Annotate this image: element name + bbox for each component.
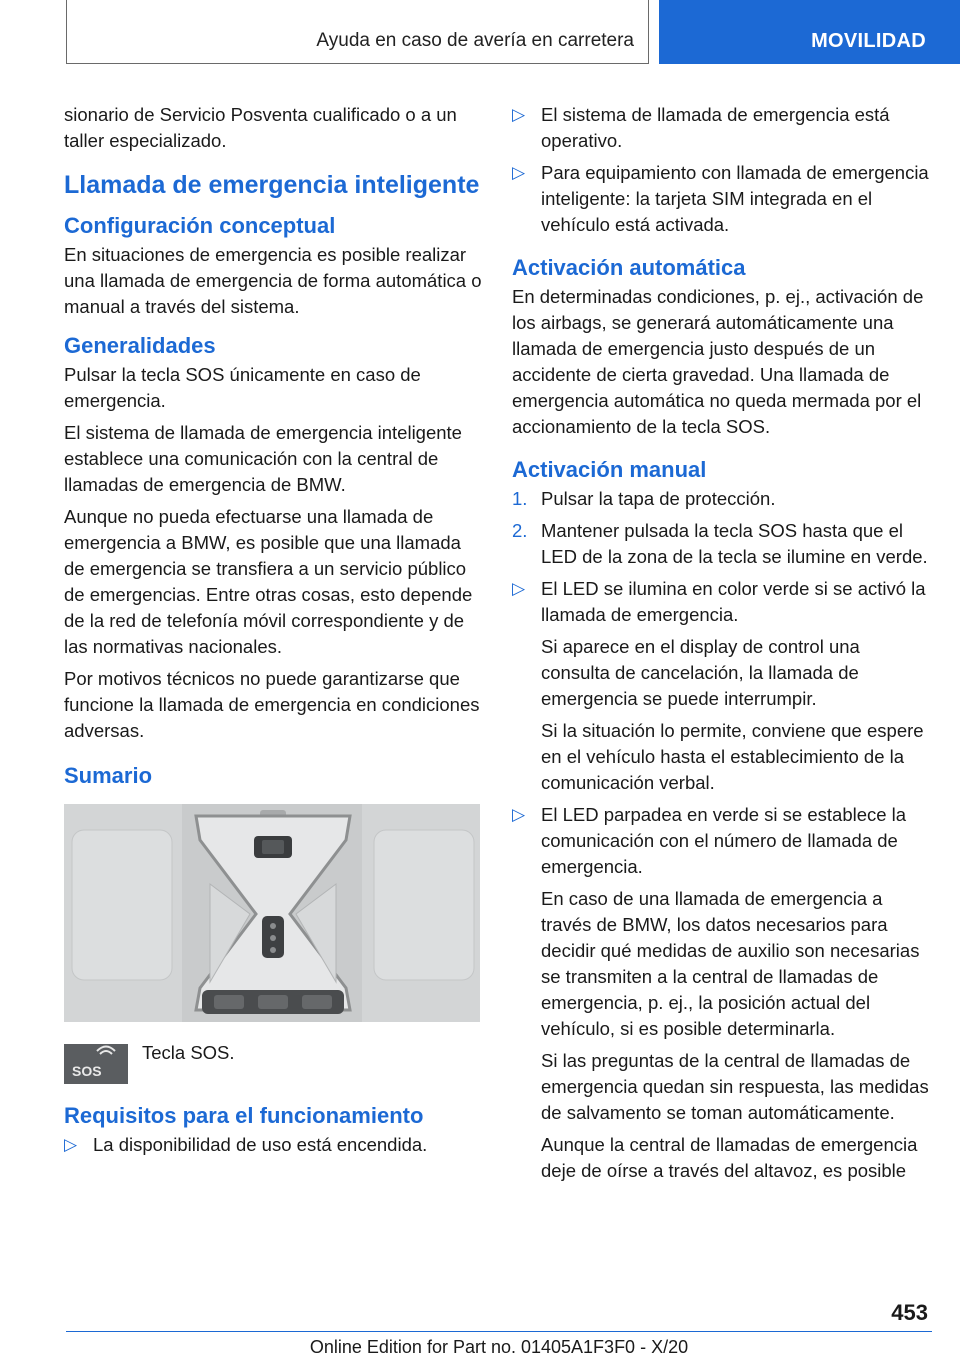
requirement-text: La disponibilidad de uso está encendida. (93, 1134, 428, 1155)
sos-key-label: SOS (72, 1063, 102, 1079)
heading-automatic: Activación automática (512, 255, 746, 280)
step-text: Pulsar la tapa de protección. (541, 488, 776, 509)
step-number: 2. (512, 520, 528, 541)
page-number: 453 (891, 1300, 928, 1325)
sos-caption: Tecla SOS. (142, 1042, 235, 1063)
result-detail: En caso de una llamada de emergencia a través de BMW, los datos necesarios para decidir qué medidas de auxilio son necesarias se transmiten a la central de llamadas de emergencia, p. ej., la posición actual del vehículo, si es posible determinarla. (541, 888, 920, 1039)
paragraph-general-2: El sistema de llamada de emergencia inteligente establece una comunicación con la central de llamadas de emergencia de BMW. (64, 422, 462, 495)
header-section-title: Ayuda en caso de avería en carretera (316, 30, 634, 51)
step-number: 1. (512, 488, 528, 509)
result-detail: Si aparece en el display de control una consulta de cancelación, la llamada de emergencia se puede interrumpir. (541, 636, 860, 709)
requirement-text: El sistema de llamada de emergencia está operativo. (541, 104, 890, 151)
result-item (512, 802, 932, 880)
requirement-item (512, 102, 932, 154)
bullet-triangle-icon: ▷ (512, 163, 526, 182)
paragraph-concept: En situaciones de emergencia es posible realizar una llamada de emergencia de forma automática o manual a través del sistema. (64, 244, 482, 317)
step-item (512, 486, 932, 512)
heading-requirements: Requisitos para el funcionamiento (64, 1103, 424, 1128)
bullet-triangle-icon: ▷ (64, 1135, 78, 1154)
result-item (512, 576, 932, 628)
heading-concept: Configuración conceptual (64, 213, 336, 238)
page-title: Llamada de emergencia inteligente (64, 171, 480, 199)
footer-rule (66, 1331, 932, 1332)
bullet-triangle-icon: ▷ (512, 105, 526, 124)
paragraph-general-3: Aunque no pueda efectuarse una llamada de emergencia a BMW, es posible que una llamada de emergencia se transfiera a un servicio público de emergencias. Entre otras cosas, esto depende de la red de telefonía móvil correspondiente y de las normativas nacionales. (64, 506, 473, 657)
requirement-item (512, 160, 932, 238)
result-detail: Aunque la central de llamadas de emergencia deje de oírse a través del altavoz, es posible (541, 1134, 918, 1181)
requirement-item (64, 1132, 482, 1158)
left-column (64, 102, 482, 1164)
result-detail: Si las preguntas de la central de llamadas de emergencia quedan sin respuesta, las medidas de salvamento se toman automáticamente. (541, 1050, 929, 1123)
header-section-box (66, 0, 649, 64)
paragraph-general-4: Por motivos técnicos no puede garantizarse que funcione la llamada de emergencia en condiciones adversas. (64, 668, 480, 741)
heading-general: Generalidades (64, 333, 216, 358)
paragraph-automatic: En determinadas condiciones, p. ej., activación de los airbags, se generará automáticamente una llamada de emergencia justo después de un accidente de cierta gravedad. Una llamada de emergencia automática no queda mermada por el accionamiento de la tecla SOS. (512, 286, 924, 437)
header-chapter-tab (659, 0, 960, 64)
step-item (512, 518, 932, 570)
bullet-triangle-icon: ▷ (512, 805, 526, 824)
requirement-text: Para equipamiento con llamada de emergencia inteligente: la tarjeta SIM integrada en el vehículo está activada. (541, 162, 929, 235)
heading-summary: Sumario (64, 763, 153, 788)
paragraph-general-1: Pulsar la tecla SOS únicamente en caso de emergencia. (64, 364, 421, 411)
result-text: El LED parpadea en verde si se establece la comunicación con el número de llamada de emergencia. (541, 804, 907, 877)
sos-key-icon (64, 1044, 128, 1084)
result-text: El LED se ilumina en color verde si se activó la llamada de emergencia. (541, 578, 926, 625)
heading-manual: Activación manual (512, 457, 707, 482)
header-chapter-label: MOVILIDAD (811, 30, 926, 52)
bullet-triangle-icon: ▷ (512, 579, 526, 598)
overhead-console-photo (64, 804, 480, 1022)
result-detail: Si la situación lo permite, conviene que espere en el vehículo hasta el establecimiento de la comunicación verbal. (541, 720, 924, 793)
sos-key-legend (64, 1040, 482, 1088)
continuation-text: sionario de Servicio Posventa cualificado o a un taller especializado. (64, 104, 457, 151)
right-column (512, 102, 932, 1190)
step-text: Mantener pulsada la tecla SOS hasta que el LED de la zona de la tecla se ilumine en verde. (541, 520, 928, 567)
footer-edition: Online Edition for Part no. 01405A1F3F0 - X/20 (309, 1337, 689, 1357)
